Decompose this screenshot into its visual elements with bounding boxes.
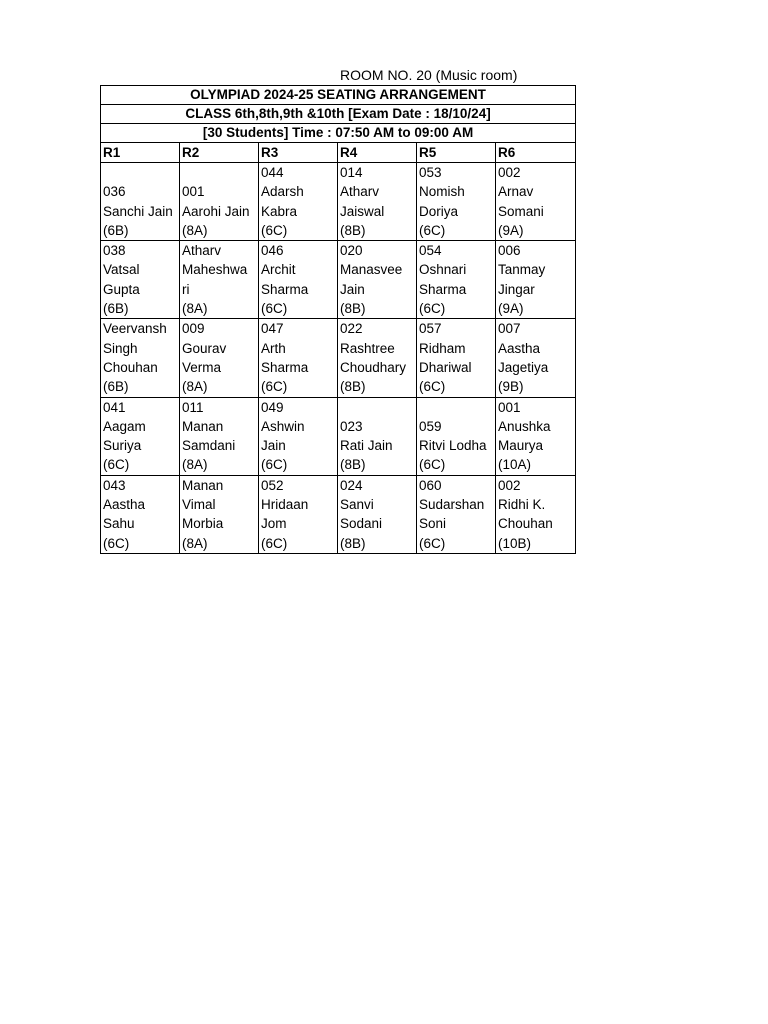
seat-text: (8B)	[340, 379, 366, 395]
seat-text: 047	[261, 321, 284, 337]
seat-text: (8A)	[182, 457, 208, 473]
seat-text: Rashtree	[340, 340, 395, 356]
seat-cell	[180, 475, 259, 553]
seat-text: (8B)	[340, 457, 366, 473]
seat-text: Jain	[340, 281, 365, 297]
seat-text: 024	[340, 477, 363, 493]
seat-cell	[338, 163, 417, 241]
seat-text: 006	[498, 243, 521, 259]
seat-text: Adarsh	[261, 184, 304, 200]
seat-text: Maurya	[498, 438, 544, 454]
column-header: R5	[417, 143, 496, 163]
seat-cell	[259, 241, 338, 319]
seat-text: Ashwin	[261, 418, 305, 434]
seat-text: 002	[498, 477, 521, 493]
seat-text: Anushka	[498, 418, 551, 434]
seat-text: Ridham	[419, 340, 466, 356]
seat-cell	[180, 397, 259, 475]
seat-text: (6C)	[419, 535, 446, 551]
seat-cell	[496, 163, 576, 241]
seat-text: Choudhary	[340, 359, 407, 375]
seat-cell	[101, 397, 180, 475]
column-header: R1	[101, 143, 180, 163]
seat-cell	[417, 475, 496, 553]
seat-text: Suriya	[103, 438, 142, 454]
seat-cell	[496, 475, 576, 553]
blank-line	[103, 163, 177, 182]
seat-text: Hridaan	[261, 497, 309, 513]
seating-table	[100, 85, 576, 554]
seat-text: (6C)	[103, 457, 130, 473]
seat-cell	[259, 163, 338, 241]
seat-cell	[338, 475, 417, 553]
seat-text: 060	[419, 477, 442, 493]
seat-text: 009	[182, 321, 205, 337]
seat-text: (6C)	[419, 457, 446, 473]
blank-line	[419, 398, 493, 417]
seat-text: (9B)	[498, 379, 524, 395]
seat-text: (6C)	[261, 379, 288, 395]
seat-text: 052	[261, 477, 284, 493]
seat-text: 054	[419, 243, 442, 259]
seat-text: Dhariwal	[419, 359, 472, 375]
seat-text: 020	[340, 243, 363, 259]
students-and-time: [30 Students] Time : 07:50 AM to 09:00 AM	[101, 124, 576, 143]
table-row	[101, 475, 576, 553]
seat-text: Aarohi Jain	[182, 203, 250, 219]
seat-text: (6C)	[261, 535, 288, 551]
seat-text: Jagetiya	[498, 359, 549, 375]
seat-cell	[180, 319, 259, 397]
seat-text: Vimal	[182, 497, 216, 513]
seat-cell	[101, 475, 180, 553]
seat-text: Atharv	[182, 243, 222, 259]
seat-text: Jingar	[498, 281, 535, 297]
seat-text: 036	[103, 184, 126, 200]
seat-cell	[338, 319, 417, 397]
seat-text: Kabra	[261, 203, 298, 219]
title-row	[101, 124, 576, 143]
seat-text: (6B)	[103, 222, 129, 238]
seat-text: Rati Jain	[340, 438, 393, 454]
seat-text: Somani	[498, 203, 544, 219]
seat-text: Vatsal	[103, 262, 140, 278]
seat-text: 022	[340, 321, 363, 337]
seat-cell	[496, 319, 576, 397]
seat-cell	[417, 241, 496, 319]
seat-text: Ridhi K.	[498, 497, 546, 513]
class-and-date: CLASS 6th,8th,9th &10th [Exam Date : 18/10/24]	[101, 105, 576, 124]
seat-text: Gourav	[182, 340, 227, 356]
seat-text: (6B)	[103, 379, 129, 395]
seat-text: Aastha	[498, 340, 541, 356]
seat-text: Sahu	[103, 516, 135, 532]
column-header: R4	[338, 143, 417, 163]
table-row	[101, 397, 576, 475]
seat-text: Nomish	[419, 184, 465, 200]
seat-text: (10B)	[498, 535, 532, 551]
seat-text: 046	[261, 243, 284, 259]
seat-text: Sanvi	[340, 497, 374, 513]
seat-cell	[338, 241, 417, 319]
seat-text: 053	[419, 165, 442, 180]
seat-text: (8B)	[340, 535, 366, 551]
seat-text: (8A)	[182, 535, 208, 551]
blank-line	[182, 163, 256, 182]
seat-text: Sharma	[261, 281, 309, 297]
seat-text: Manasvee	[340, 262, 403, 278]
seat-cell	[101, 319, 180, 397]
seat-text: (9A)	[498, 222, 524, 238]
seat-text: Arth	[261, 340, 286, 356]
seat-cell	[101, 163, 180, 241]
seat-text: (8B)	[340, 222, 366, 238]
seat-text: Chouhan	[498, 516, 553, 532]
seat-text: 002	[498, 165, 521, 180]
seat-cell	[259, 319, 338, 397]
seat-cell	[496, 241, 576, 319]
seat-cell	[180, 163, 259, 241]
seat-text: Soni	[419, 516, 447, 532]
seat-text: (8A)	[182, 222, 208, 238]
seat-text: (6C)	[261, 222, 288, 238]
seat-text: (8A)	[182, 301, 208, 317]
seat-text: Tanmay	[498, 262, 546, 278]
seat-text: Atharv	[340, 184, 380, 200]
seat-cell	[259, 475, 338, 553]
seat-text: Sanchi Jain	[103, 203, 173, 219]
seat-text: 011	[182, 399, 204, 415]
seat-text: 014	[340, 165, 363, 180]
seat-text: ri	[182, 281, 190, 297]
seat-text: (10A)	[498, 457, 532, 473]
seat-text: (6B)	[103, 301, 129, 317]
seat-text: (6C)	[261, 301, 288, 317]
table-row	[101, 163, 576, 241]
seat-text: Singh	[103, 340, 138, 356]
seat-text: (6C)	[419, 379, 446, 395]
seat-text: Oshnari	[419, 262, 467, 278]
seat-text: Manan	[182, 477, 224, 493]
seat-text: (6C)	[103, 535, 130, 551]
seat-text: Ritvi Lodha	[419, 438, 487, 454]
seat-text: Samdani	[182, 438, 236, 454]
seat-text: (8A)	[182, 379, 208, 395]
seat-text: 041	[103, 399, 126, 415]
seat-text: 007	[498, 321, 521, 337]
seat-text: Doriya	[419, 203, 459, 219]
seat-text: Sudarshan	[419, 497, 485, 513]
seat-text: (8B)	[340, 301, 366, 317]
blank-line	[340, 398, 414, 417]
seat-text: Verma	[182, 359, 222, 375]
seat-text: Sodani	[340, 516, 383, 532]
seat-text: Arnav	[498, 184, 534, 200]
seat-text: 057	[419, 321, 442, 337]
seat-cell	[417, 319, 496, 397]
seat-text: Sharma	[261, 359, 309, 375]
seat-text: Chouhan	[103, 359, 158, 375]
seat-text: 001	[498, 399, 521, 415]
seat-text: Aagam	[103, 418, 146, 434]
seat-text: Manan	[182, 418, 224, 434]
table-row	[101, 319, 576, 397]
header-row	[101, 143, 576, 163]
exam-title: OLYMPIAD 2024-25 SEATING ARRANGEMENT	[101, 86, 576, 105]
seat-text: 049	[261, 399, 284, 415]
column-header: R3	[259, 143, 338, 163]
seat-text: Archit	[261, 262, 296, 278]
seat-text: Jain	[261, 438, 286, 454]
seat-cell	[180, 241, 259, 319]
seat-text: (9A)	[498, 301, 524, 317]
seat-text: Veervansh	[103, 321, 167, 337]
seat-cell	[259, 397, 338, 475]
seat-text: Morbia	[182, 516, 224, 532]
seat-cell	[417, 163, 496, 241]
seat-cell	[338, 397, 417, 475]
room-label: ROOM NO. 20 (Music room)	[340, 67, 518, 83]
seat-text: (6C)	[419, 222, 446, 238]
seat-text: 038	[103, 243, 126, 259]
seat-text: Maheshwa	[182, 262, 248, 278]
seat-text: Sharma	[419, 281, 467, 297]
seat-cell	[101, 241, 180, 319]
seat-text: Gupta	[103, 281, 140, 297]
seat-text: 023	[340, 418, 363, 434]
title-row	[101, 105, 576, 124]
seat-cell	[417, 397, 496, 475]
seat-cell	[496, 397, 576, 475]
seat-text: 059	[419, 418, 442, 434]
title-row	[101, 86, 576, 105]
seat-text: Jom	[261, 516, 287, 532]
seat-text: (6C)	[419, 301, 446, 317]
seat-text: Aastha	[103, 497, 146, 513]
column-header: R2	[180, 143, 259, 163]
seat-text: (6C)	[261, 457, 288, 473]
seat-text: Jaiswal	[340, 203, 385, 219]
seat-text: 044	[261, 165, 284, 180]
column-header: R6	[496, 143, 576, 163]
seat-text: 043	[103, 477, 126, 493]
seat-text: 001	[182, 184, 205, 200]
table-row	[101, 241, 576, 319]
